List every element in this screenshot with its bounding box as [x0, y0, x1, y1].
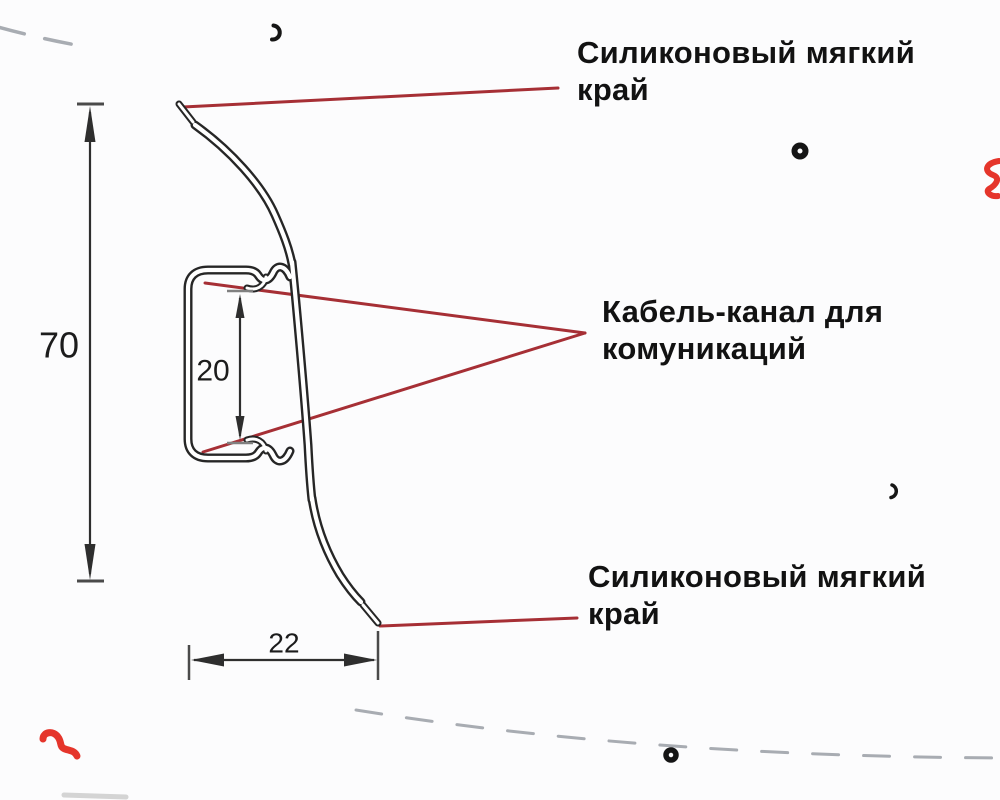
scan-artifacts [0, 26, 1000, 798]
arrowhead-up-icon [85, 106, 96, 142]
label-bottom-soft-edge [588, 558, 926, 632]
red-scribble-icon [43, 733, 77, 756]
arrowhead-down-icon [236, 416, 245, 440]
dimension-height-70 [39, 104, 104, 581]
dashed-fold-line-bottom [356, 710, 1000, 758]
label-line: край [577, 72, 649, 107]
dimension-value-channel: 20 [196, 354, 230, 388]
label-line: Силиконовый мягкий [588, 559, 927, 594]
dimension-width-22 [189, 628, 378, 681]
leader-bottom-soft-edge [380, 618, 577, 626]
ink-ring-icon [666, 750, 676, 760]
label-cable-channel [602, 293, 883, 367]
red-scribble-icon [987, 161, 999, 196]
label-line: край [588, 596, 660, 631]
label-line: Кабель-канал для [602, 294, 884, 329]
arrowhead-up-icon [236, 294, 245, 318]
comma-mark-icon [272, 26, 280, 40]
label-top-soft-edge [577, 34, 915, 108]
dimension-value-width: 22 [268, 627, 300, 659]
arrowhead-right-icon [344, 654, 377, 667]
label-line: комуникаций [602, 331, 807, 366]
dimension-channel-20 [196, 291, 253, 443]
leader-top-soft-edge [183, 88, 558, 107]
leader-channel-lower [203, 333, 585, 452]
leader-channel-upper [205, 283, 585, 333]
comma-mark-icon [891, 485, 896, 498]
arrowhead-down-icon [85, 544, 96, 580]
ink-ring-icon [795, 146, 806, 157]
dashed-fold-line-top-left [0, 27, 76, 45]
label-line: Силиконовый мягкий [577, 35, 916, 70]
gray-smudge [64, 795, 126, 797]
dimension-value-height: 70 [38, 324, 80, 366]
arrowhead-left-icon [191, 654, 224, 667]
